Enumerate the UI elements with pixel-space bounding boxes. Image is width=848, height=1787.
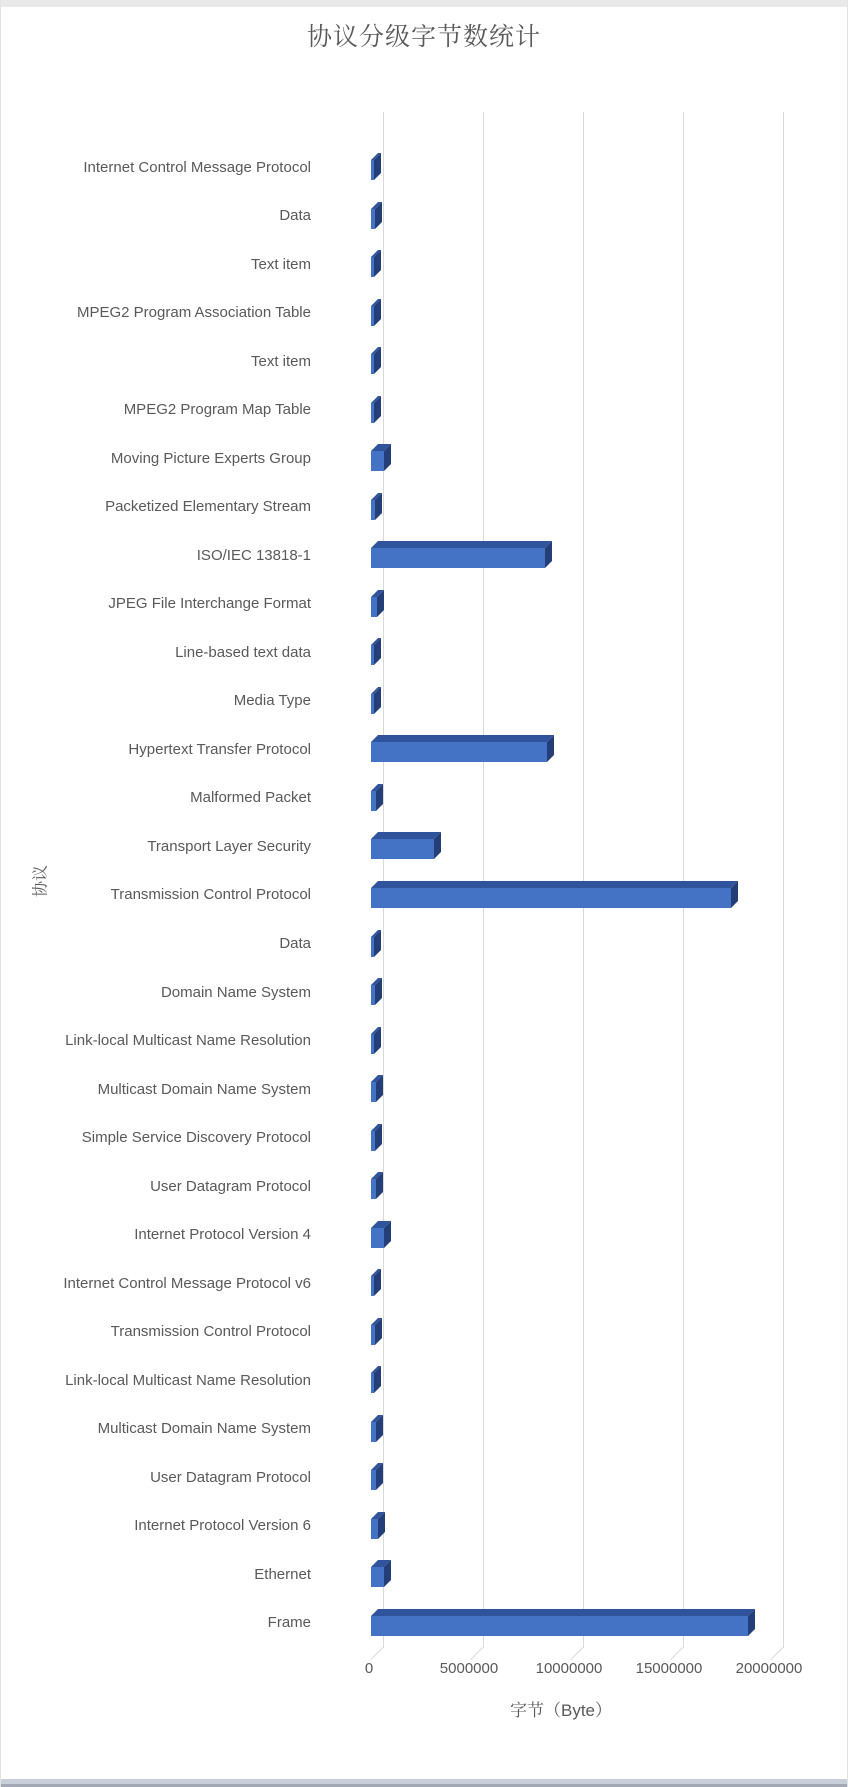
- bar-front-face: [371, 1276, 374, 1296]
- bar-row: [1, 725, 807, 774]
- category-label: Frame: [267, 1614, 311, 1632]
- bar-row: [1, 871, 807, 920]
- bar-front-face: [371, 1422, 376, 1442]
- y-axis-title: 协议: [32, 865, 50, 898]
- bar[interactable]: [371, 1221, 392, 1249]
- bar-row: [1, 483, 807, 532]
- bar-row: [1, 289, 807, 338]
- bar-front-face: [371, 742, 547, 762]
- bar-front-face: [371, 1325, 375, 1345]
- bar[interactable]: [371, 881, 739, 909]
- bar-row: [1, 1307, 807, 1356]
- bar-cell: [359, 968, 807, 1017]
- axis-tick-foot: [570, 1647, 583, 1660]
- bar-row: [1, 1065, 807, 1114]
- bar-front-face: [371, 694, 374, 714]
- bar-top-face: [371, 735, 554, 742]
- bar-cell: [359, 725, 807, 774]
- bar-front-face: [371, 451, 384, 471]
- bar[interactable]: [371, 1415, 384, 1443]
- bar[interactable]: [371, 1172, 384, 1200]
- category-label: Media Type: [233, 692, 311, 710]
- bar[interactable]: [371, 444, 392, 472]
- bar-front-face: [371, 937, 374, 957]
- bar-cell: [359, 531, 807, 580]
- bar-row: [1, 434, 807, 483]
- bar-front-face: [371, 1470, 376, 1490]
- category-label: Internet Control Message Protocol v6: [63, 1274, 311, 1292]
- bar[interactable]: [371, 1560, 392, 1588]
- bar-cell: [359, 1550, 807, 1599]
- bar-front-face: [371, 1034, 374, 1054]
- bar-row: [1, 1598, 807, 1647]
- bar-front-face: [371, 500, 375, 520]
- bar-row: [1, 580, 807, 629]
- bar-row: [1, 968, 807, 1017]
- bar[interactable]: [371, 1512, 386, 1540]
- bar-row: [1, 143, 807, 192]
- bar-row: [1, 1016, 807, 1065]
- category-label: Hypertext Transfer Protocol: [128, 740, 311, 758]
- bar[interactable]: [371, 299, 382, 327]
- x-tick-label: 5000000: [439, 1660, 499, 1677]
- axis-tick-foot: [670, 1647, 683, 1660]
- bar-cell: [359, 1453, 807, 1502]
- bar[interactable]: [371, 832, 442, 860]
- category-label: User Datagram Protocol: [150, 1177, 311, 1195]
- bar-cell: [359, 1501, 807, 1550]
- bar-row: [1, 1259, 807, 1308]
- bar-top-face: [371, 541, 552, 548]
- bar[interactable]: [371, 202, 383, 230]
- category-label: ISO/IEC 13818-1: [196, 546, 311, 564]
- bar[interactable]: [371, 1463, 384, 1491]
- x-axis-ticks: [1, 1660, 848, 1680]
- bar-cell: [359, 871, 807, 920]
- bar-front-face: [371, 257, 374, 277]
- axis-tick-foot: [770, 1647, 783, 1660]
- bar-front-face: [371, 1228, 384, 1248]
- x-tick-label: 20000000: [735, 1660, 803, 1677]
- bar-front-face: [371, 160, 374, 180]
- category-label: Internet Control Message Protocol: [83, 158, 311, 176]
- bar-front-face: [371, 1616, 748, 1636]
- bar-cell: [359, 919, 807, 968]
- bar-cell: [359, 628, 807, 677]
- category-label: Simple Service Discovery Protocol: [81, 1129, 311, 1147]
- category-label: Data: [279, 935, 311, 952]
- category-label: Line-based text data: [175, 643, 311, 661]
- category-label: Internet Protocol Version 6: [134, 1517, 311, 1535]
- bar-cell: [359, 677, 807, 726]
- category-label: Transport Layer Security: [147, 837, 311, 855]
- bar-cell: [359, 483, 807, 532]
- category-label: Transmission Control Protocol: [110, 1323, 311, 1341]
- bar-front-face: [371, 888, 731, 908]
- bar-front-face: [371, 306, 374, 326]
- category-label: Internet Protocol Version 4: [134, 1226, 311, 1244]
- bar-front-face: [371, 839, 434, 859]
- bar[interactable]: [371, 347, 382, 375]
- bar-row: [1, 192, 807, 241]
- category-label: Moving Picture Experts Group: [110, 449, 311, 467]
- bar-cell: [359, 580, 807, 629]
- bar[interactable]: [371, 396, 382, 424]
- bar-front-face: [371, 548, 545, 568]
- bar-cell: [359, 143, 807, 192]
- bar[interactable]: [371, 638, 382, 666]
- bar-cell: [359, 1162, 807, 1211]
- category-label: Ethernet: [254, 1565, 311, 1583]
- bar-cell: [359, 1113, 807, 1162]
- bar-row: [1, 1210, 807, 1259]
- bar[interactable]: [371, 1609, 756, 1637]
- category-label: MPEG2 Program Association Table: [76, 304, 311, 322]
- bar-front-face: [371, 403, 374, 423]
- bar-cell: [359, 289, 807, 338]
- bar[interactable]: [371, 590, 385, 618]
- bar-row: [1, 240, 807, 289]
- bar-cell: [359, 192, 807, 241]
- category-label: Malformed Packet: [190, 789, 311, 807]
- bar[interactable]: [371, 1075, 384, 1103]
- axis-tick-foot: [470, 1647, 483, 1660]
- category-label: Data: [279, 207, 311, 225]
- category-label: Link-local Multicast Name Resolution: [65, 1032, 311, 1050]
- category-label: Text item: [250, 255, 311, 273]
- bar-front-face: [371, 791, 376, 811]
- category-label: Packetized Elementary Stream: [105, 498, 311, 516]
- bar[interactable]: [371, 930, 382, 958]
- bar-cell: [359, 1356, 807, 1405]
- bar-front-face: [371, 1567, 384, 1587]
- bar-row: [1, 1356, 807, 1405]
- bar[interactable]: [371, 735, 555, 763]
- bar-rows: [1, 143, 807, 1647]
- x-tick-label: 10000000: [535, 1660, 603, 1677]
- bar-cell: [359, 1210, 807, 1259]
- bar[interactable]: [371, 541, 553, 569]
- category-label: Transmission Control Protocol: [110, 886, 311, 904]
- bar-cell: [359, 1259, 807, 1308]
- bar-row: [1, 677, 807, 726]
- bar-cell: [359, 337, 807, 386]
- category-label: Link-local Multicast Name Resolution: [65, 1371, 311, 1389]
- bar-row: [1, 1550, 807, 1599]
- bar-front-face: [371, 1179, 376, 1199]
- category-label: Text item: [250, 352, 311, 370]
- bar-row: [1, 531, 807, 580]
- bar[interactable]: [371, 687, 382, 715]
- bar-row: [1, 774, 807, 823]
- bar-row: [1, 1113, 807, 1162]
- bottom-border: [1, 1779, 847, 1787]
- bar-row: [1, 919, 807, 968]
- bar-row: [1, 386, 807, 435]
- bar-row: [1, 1162, 807, 1211]
- bar[interactable]: [371, 1366, 382, 1394]
- bar-row: [1, 337, 807, 386]
- bar[interactable]: [371, 784, 384, 812]
- bar-front-face: [371, 1082, 376, 1102]
- bar[interactable]: [371, 1124, 383, 1152]
- x-axis-title: 字节（Byte）: [509, 1701, 613, 1720]
- category-label: Multicast Domain Name System: [97, 1420, 311, 1438]
- bar-front-face: [371, 1519, 378, 1539]
- bar[interactable]: [371, 153, 382, 181]
- bar-row: [1, 822, 807, 871]
- bar-front-face: [371, 985, 375, 1005]
- chart-title: 协议分级字节数统计: [306, 23, 541, 51]
- bar[interactable]: [371, 978, 383, 1006]
- bar-front-face: [371, 597, 377, 617]
- bar-cell: [359, 1016, 807, 1065]
- bar[interactable]: [371, 1027, 382, 1055]
- bar-front-face: [371, 645, 374, 665]
- bar-row: [1, 628, 807, 677]
- bar-row: [1, 1501, 807, 1550]
- bar-cell: [359, 1598, 807, 1647]
- bar[interactable]: [371, 250, 382, 278]
- category-label: Multicast Domain Name System: [97, 1080, 311, 1098]
- bar[interactable]: [371, 1318, 383, 1346]
- bar-cell: [359, 822, 807, 871]
- category-label: JPEG File Interchange Format: [108, 595, 311, 613]
- bar-front-face: [371, 1131, 375, 1151]
- bar-front-face: [371, 354, 374, 374]
- bar[interactable]: [371, 493, 383, 521]
- bar-row: [1, 1453, 807, 1502]
- category-label: MPEG2 Program Map Table: [123, 401, 311, 419]
- bar-top-face: [371, 832, 441, 839]
- bar-row: [1, 1404, 807, 1453]
- top-border: [1, 0, 847, 7]
- category-label: User Datagram Protocol: [150, 1468, 311, 1486]
- bar-front-face: [371, 209, 375, 229]
- bar-cell: [359, 240, 807, 289]
- bar[interactable]: [371, 1269, 382, 1297]
- bar-cell: [359, 1404, 807, 1453]
- x-tick-label: 0: [364, 1660, 374, 1677]
- bar-top-face: [371, 881, 738, 888]
- bar-cell: [359, 1065, 807, 1114]
- axis-tick-foot: [370, 1647, 383, 1660]
- bar-top-face: [371, 1609, 755, 1616]
- bar-cell: [359, 386, 807, 435]
- bar-cell: [359, 434, 807, 483]
- bar-front-face: [371, 1373, 374, 1393]
- category-label: Domain Name System: [160, 983, 311, 1001]
- bar-cell: [359, 1307, 807, 1356]
- x-tick-label: 15000000: [635, 1660, 703, 1677]
- bar-cell: [359, 774, 807, 823]
